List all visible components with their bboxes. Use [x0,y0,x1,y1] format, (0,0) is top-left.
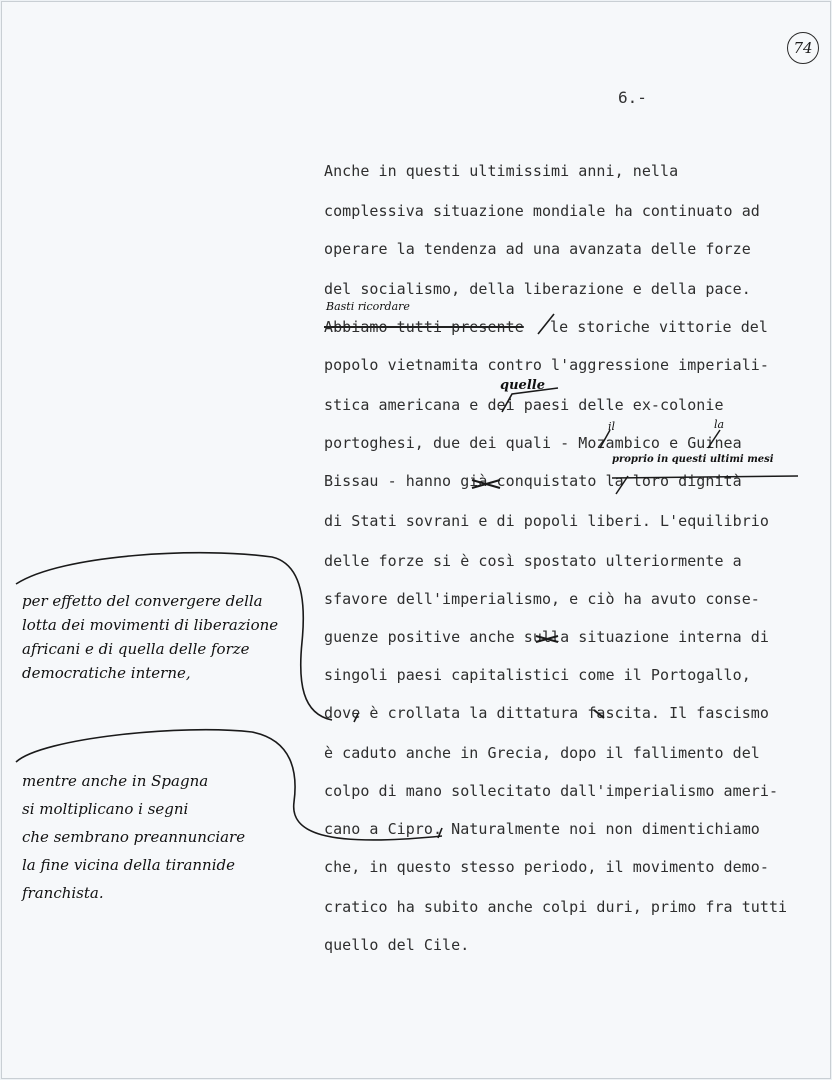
scribble-gia [472,480,500,488]
body-line-5: le storiche vittorie del [550,318,768,336]
insert-underline [612,476,798,478]
caret-mark-5 [616,476,628,494]
margin-note-2-line: mentre anche in Spagna [22,772,209,790]
comma-mark-dove [354,714,358,722]
insert-basti-ricordare: Basti ricordare [326,300,410,313]
body-line-8: portoghesi, due dei quali - Mozambico e Guinea [324,434,742,452]
pen-marks [2,2,831,1079]
page-number-text: 74 [793,39,813,57]
body-line-19: che, in questo stesso periodo, il movimento demo- [324,858,769,876]
document-page [1,1,831,1079]
body-line-15: dove è crollata la dittatura fascita. Il fascismo [324,704,769,722]
deleted-text: Abbiamo tutti presente [324,318,524,336]
caret-mark-3 [600,430,610,448]
body-line-20: cratico ha subito anche colpi duri, primo fra tutti [324,898,788,916]
caret-mark-4 [708,430,720,448]
caret-mark-2 [502,388,558,412]
body-line-9: Bissau - hanno già conquistato la loro dignità [324,472,742,490]
body-line-11: delle forze si è così spostato ulteriormente a [324,552,742,570]
note-2-enclosure-mark [16,730,442,840]
note-1-enclosure-mark [16,553,332,720]
margin-note-1-line: per effetto del convergere della [22,592,263,610]
body-line-18: cano a Cipro. Naturalmente noi non dimentichiamo [324,820,760,838]
margin-note-1-line: africani e di quella delle forze [22,640,250,658]
insert-il: il [608,420,616,433]
body-line-13: guenze positive anche sulla situazione interna di [324,628,769,646]
body-line-2: complessiva situazione mondiale ha continuato ad [324,202,760,220]
body-line-1: Anche in questi ultimissimi anni, nella [324,162,679,180]
scribble-su [536,636,558,642]
margin-note-2-line: la fine vicina della tirannide [22,856,235,874]
insert-la: la [714,418,725,431]
margin-note-2-line: che sembrano preannunciare [22,828,246,846]
insert-proprio: proprio in questi ultimi mesi [612,454,774,465]
body-line-10: di Stati sovrani e di popoli liberi. L'equilibrio [324,512,769,530]
margin-note-2-line: franchista. [22,884,104,902]
section-number: 6.- [618,88,647,107]
body-line-14: singoli paesi capitalistici come il Portogallo, [324,666,751,684]
insert-quelle: quelle [500,378,545,393]
body-line-16: è caduto anche in Grecia, dopo il fallimento del [324,744,760,762]
body-line-21: quello del Cile. [324,936,470,954]
body-line-17: colpo di mano sollecitato dall'imperialismo ameri- [324,782,779,800]
body-line-4: del socialismo, della liberazione e della pace. [324,280,751,298]
margin-note-2-line: si moltiplicano i segni [22,800,189,818]
scribble-f [594,710,604,718]
body-line-12: sfavore dell'imperialismo, e ciò ha avuto conse- [324,590,760,608]
margin-note-1-line: lotta dei movimenti di liberazione [22,616,279,634]
body-line-3: operare la tendenza ad una avanzata delle forze [324,240,751,258]
body-line-7: stica americana e dei paesi delle ex-colonie [324,396,724,414]
body-line-6: popolo vietnamita contro l'aggressione imperiali- [324,356,769,374]
caret-mark-1 [538,314,554,334]
margin-note-1-line: democratiche interne, [22,664,191,682]
